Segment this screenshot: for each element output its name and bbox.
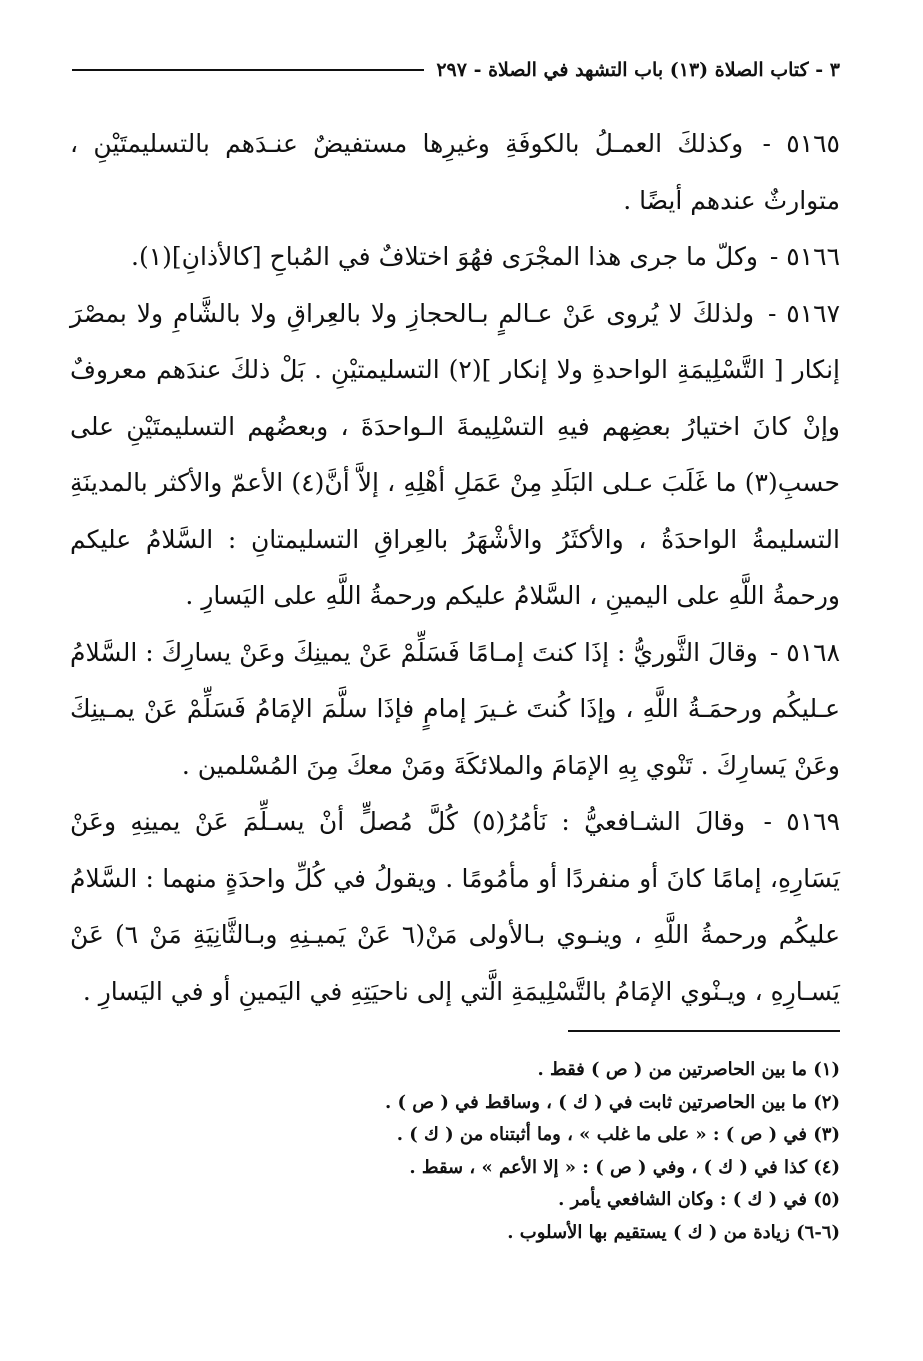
footnote-5: (٥) في ( ك ) : وكان الشافعي يأمر . — [558, 1189, 840, 1210]
footnote-1: (١) ما بين الحاصرتين من ( ص ) فقط . — [537, 1059, 840, 1080]
paragraph-5166 — [70, 229, 840, 286]
main-text — [70, 116, 840, 1020]
running-header — [70, 52, 840, 88]
paragraph-5168 — [70, 625, 840, 795]
footnotes — [70, 1054, 840, 1249]
paragraph-text: وكلّ ما جرى هذا المجْرَى فهُوَ اختلافٌ في المُباحِ [كالأذانِ](١). — [131, 242, 758, 271]
paragraph-5165 — [70, 116, 840, 229]
paragraph-5167 — [70, 286, 840, 625]
paragraph-number: ٥١٦٦ - — [769, 242, 840, 271]
header-text: ٣ - كتاب الصلاة (١٣) باب التشهد في الصلاة - ٢٩٧ — [436, 59, 840, 81]
paragraph-number: ٥١٦٥ - — [762, 129, 840, 158]
paragraph-text: وكذلكَ العمـلُ بالكوفَةِ وغيرِها مستفيضٌ عنـدَهم بالتسليمتَيْنِ ، متوارثٌ عندهم أيضًا . — [70, 129, 840, 215]
paragraph-number: ٥١٦٩ - — [763, 807, 840, 836]
book-page — [70, 52, 840, 1249]
header-rule — [72, 69, 424, 71]
paragraph-number: ٥١٦٨ - — [769, 637, 841, 667]
footnote-6: (٦-٦) زيادة من ( ك ) يستقيم بها الأسلوب . — [507, 1221, 840, 1243]
paragraph-5169 — [70, 794, 840, 1020]
footnote-2: (٢) ما بين الحاصرتين ثابت في ( ك ) ، وساقط في ( ص ) . — [384, 1091, 840, 1113]
footnote-3: (٣) في ( ص ) : « على ما غلب » ، وما أثبتناه من ( ك ) . — [396, 1124, 840, 1145]
paragraph-number: ٥١٦٧ - — [767, 298, 840, 328]
paragraph-text: وقالَ الشـافعيُّ : نَأمُرُ(٥) كُلَّ مُصلٍّ أنْ يسـلِّمَ عَنْ يمينِهِ وعَنْ يَسَارِهِ، إمامًا كانَ أو منفردًا أو مأمُومًا . ويقولُ في كُلِّ واحدَةٍ منهما : السَّلامُ عليكُم ورحمةُ اللَّهِ ، وينـوي بـالأولى مَنْ(٦ عَنْ يَميـنِهِ وبـالثَّانِيَةِ مَنْ ٦) عَنْ يَسـارِهِ ، ويـنْوي الإمَامُ بالتَّسْلِيمَةِ الَّتي إلى ناحيَتِهِ في اليَمينِ أو في اليَسارِ . — [70, 807, 840, 1006]
paragraph-text: ولذلكَ لا يُروى عَنْ عـالمٍ بـالحجازِ ولا بالعِراقِ ولا بالشَّامِ ولا بمصْرَ إنكار [ التَّسْلِيمَةِ الواحدةِ ولا إنكار ](٢) التسليمتيْنِ . بَلْ ذلكَ عندَهم معروفٌ وإنْ كانَ اختيارُ بعضِهم فيهِ التسْلِيمةَ الـواحدَةَ ، وبعضُهم التسليمتَيْنِ على حسبِ(٣) ما غَلَبَ عـلى البَلَدِ مِنْ عَمَلِ أهْلِهِ ، إلاَّ أنَّ(٤) الأعمّ والأكثر بالمدينَةِ التسليمةُ الواحدَةُ ، والأكثَرُ والأشْهَرُ بالعِراقِ التسليمتانِ : السَّلامُ عليكم ورحمةُ اللَّهِ على اليمينِ ، السَّلامُ عليكم ورحمةُ اللَّهِ على اليَسارِ . — [70, 298, 840, 610]
footnote-4: (٤) كذا في ( ك ) ، وفي ( ص ) : « إلا الأعم » ، سقط . — [409, 1156, 840, 1178]
paragraph-text: وقالَ الثَّوريُّ : إذَا كنتَ إمـامًا فَسَلِّمْ عَنْ يمينِكَ وعَنْ يسارِكَ : السَّلامُ عـليكُم ورحمَـةُ اللَّهِ ، وإذَا كُنتَ غـيرَ إمامٍ فإذَا سلَّمَ الإمَامُ فَسَلِّمْ عَنْ يمـينِكَ وعَنْ يَسارِكَ . تَنْوي بِهِ الإمَامَ والملائكَةَ ومَنْ معكَ مِنَ المُسْلمين . — [70, 637, 840, 780]
footnote-separator — [568, 1030, 840, 1032]
